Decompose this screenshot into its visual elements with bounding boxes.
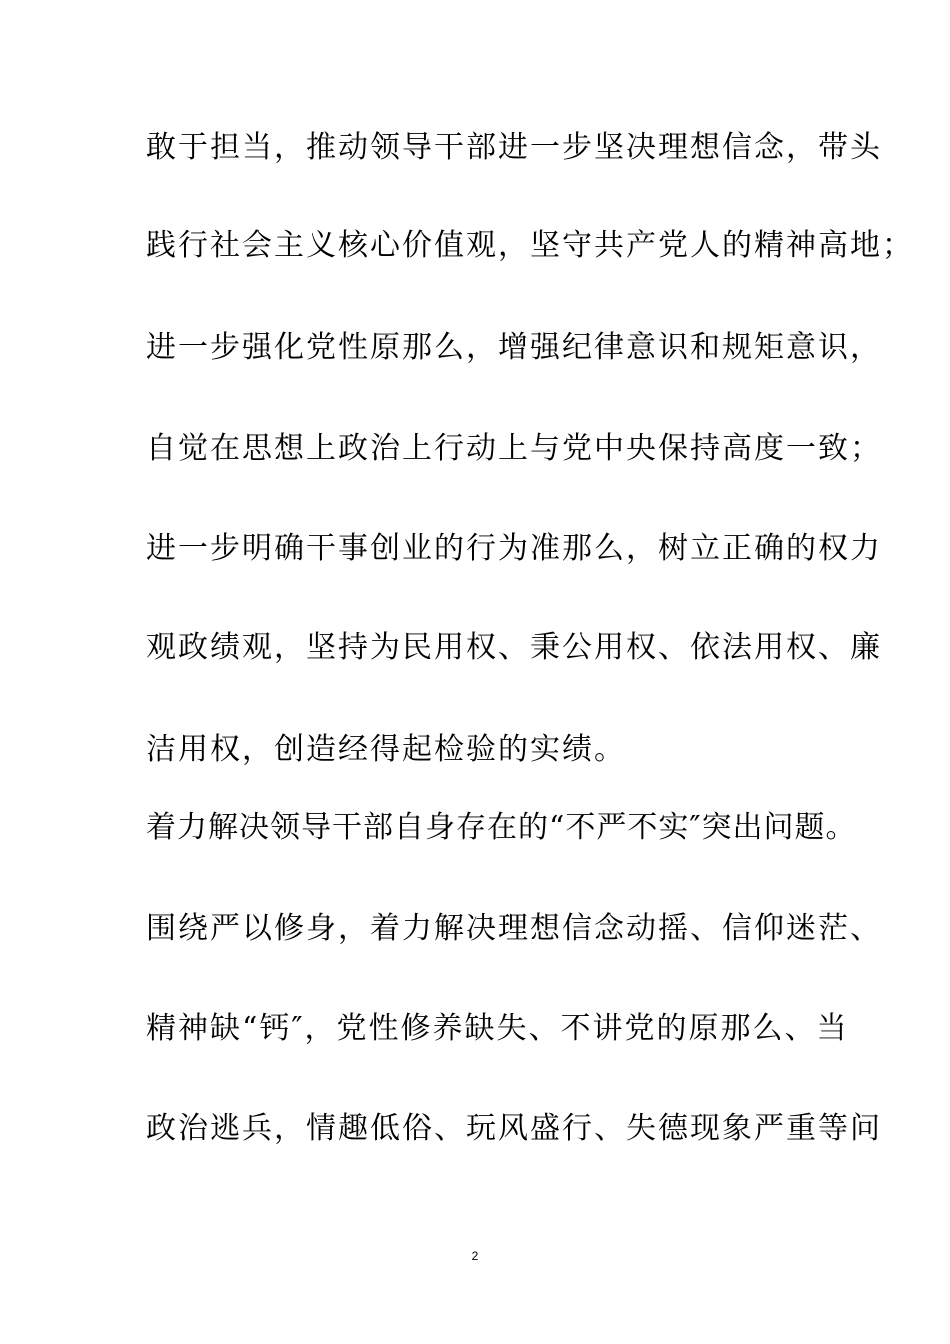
text-line: 洁用权，创造经得起检验的实绩。 [146, 732, 626, 767]
text-line: 进一步明确干事创业的行为准那么，树立正确的权力 [146, 531, 882, 566]
text-line: 敢于担当，推动领导干部进一步坚决理想信念，带头 [146, 130, 882, 165]
text-line: 精神缺“钙″，党性修养缺失、不讲党的原那么、当 [146, 1011, 849, 1046]
page-number: 2 [471, 1249, 479, 1263]
text-line: 着力解决领导干部自身存在的“不严不实″突出问题。 [146, 810, 857, 845]
text-line: 进一步强化党性原那么，增强纪律意识和规矩意识， [146, 330, 882, 365]
text-line: 践行社会主义核心价值观，坚守共产党人的精神高地； [146, 228, 914, 263]
text-line: 围绕严以修身，着力解决理想信念动摇、信仰迷茫、 [146, 911, 882, 946]
text-line: 自觉在思想上政治上行动上与党中央保持高度一致； [146, 431, 882, 466]
text-line: 政治逃兵，情趣低俗、玩风盛行、失德现象严重等问 [146, 1111, 882, 1146]
text-line: 观政绩观，坚持为民用权、秉公用权、依法用权、廉 [146, 630, 882, 665]
